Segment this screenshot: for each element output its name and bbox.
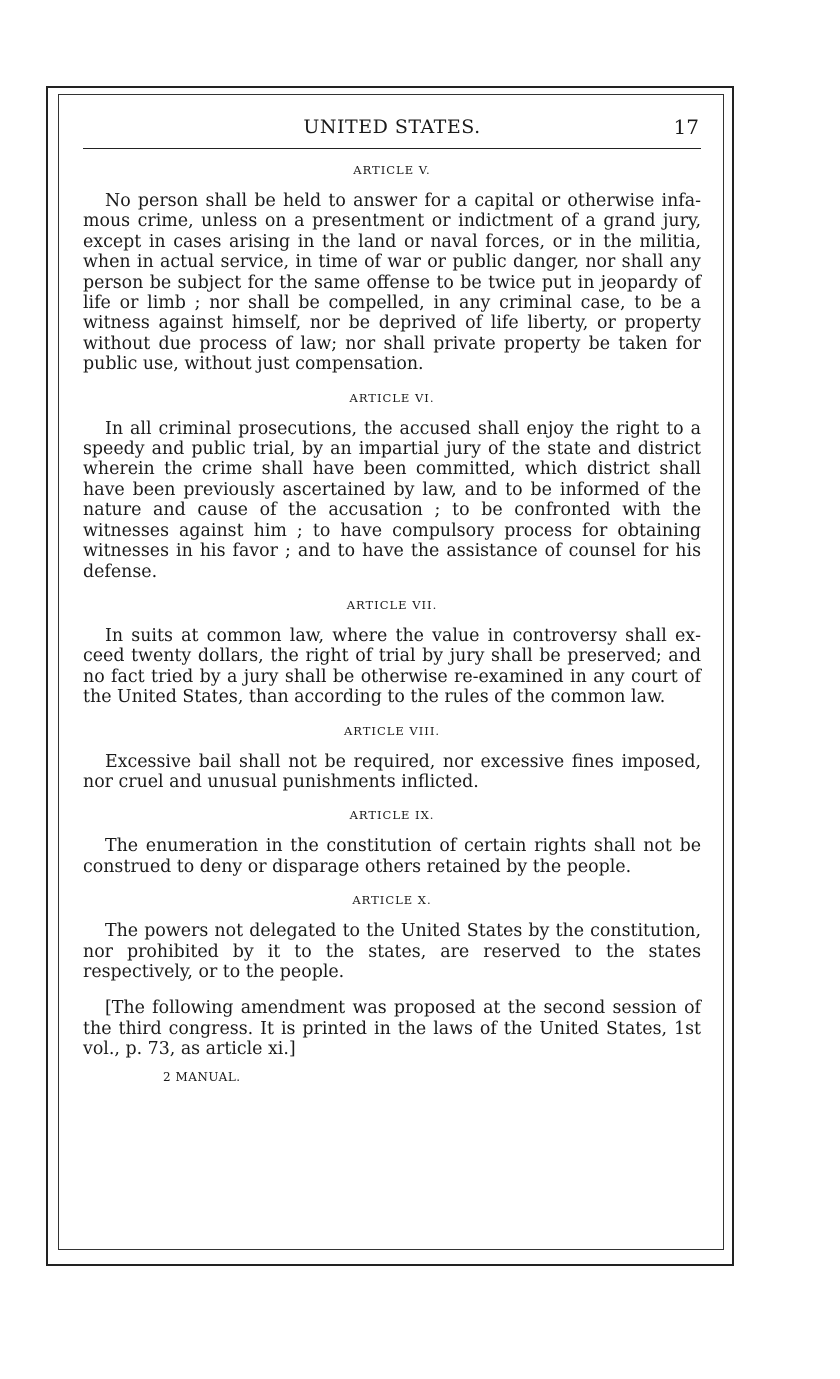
- article-10-text: The powers not delegated to the United States by the constitution, nor prohibited by it to the states, are reserved to the states respectively, or to the people.: [83, 921, 701, 982]
- article-5-heading: ARTICLE V.: [353, 163, 431, 177]
- running-head: [83, 112, 701, 149]
- page-content: [83, 112, 701, 1084]
- article-9-text: The enumeration in the constitution of certain rights shall not be construed to deny or disparage others retained by the people.: [83, 836, 701, 877]
- article-7-heading: ARTICLE VII.: [346, 597, 438, 612]
- page-number: 17: [673, 115, 699, 139]
- editorial-note: [The following amendment was proposed at the second session of the third congress. It is printed in the laws of the United States, 1st vol., p. 73, as article xi.]: [83, 998, 701, 1060]
- article-8-text: Excessive bail shall not be required, nor excessive fines imposed, nor cruel and unusual punishments inflicted.: [83, 751, 701, 792]
- signature-mark: 2 MANUAL.: [163, 1069, 241, 1084]
- running-head-title: UNITED STATES.: [303, 116, 481, 138]
- article-6-text: In all criminal prosecutions, the accused shall enjoy the right to a speedy and public trial, by an impartial jury of the state and district wherein the crime shall have been committed, which district shall have been previously ascertained by law, and to be informed of the nature and cause of the accusation ; to be confronted with the witnesses against him ; to have compulsory process for obtaining witnesses in his favor ; and to have the assistance of counsel for his defense.: [83, 418, 701, 582]
- article-10-heading: ARTICLE X.: [352, 893, 432, 908]
- article-6-heading: ARTICLE VI.: [349, 390, 435, 405]
- article-8-heading: ARTICLE VIII.: [343, 723, 441, 738]
- article-5-text: No person shall be held to answer for a capital or otherwise infamous crime, unless on a presentment or indictment of a grand jury, except in cases arising in the land or naval forces, or in the militia, when in actual service, in time of war or public danger, nor shall any person be subject for the same offense to be twice put in jeopardy of life or limb ; nor shall be compelled, in any criminal case, to be a witness against himself, nor be deprived of life liberty, or property without due process of law; nor shall private property be taken for public use, without just compensation.: [83, 191, 701, 375]
- article-7-text: In suits at common law, where the value in controversy shall exceed twenty dollars, the right of trial by jury shall be preserved; and no fact tried by a jury shall be otherwise re-examined in any court of the United States, than according to the rules of the common law.: [83, 625, 701, 708]
- article-9-heading: ARTICLE IX.: [349, 808, 435, 823]
